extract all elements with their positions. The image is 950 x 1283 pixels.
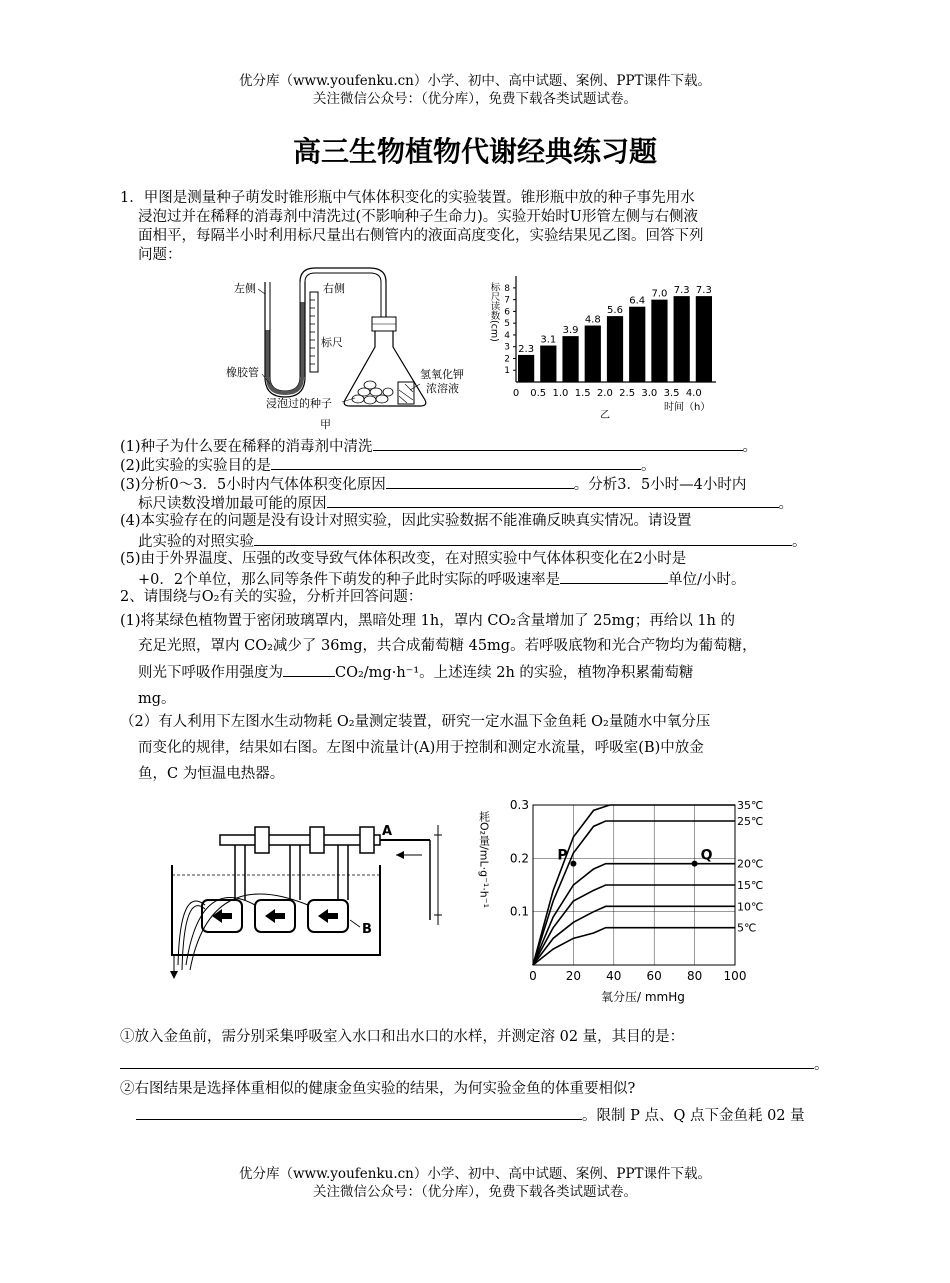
- q1-intro-line1: 1．甲图是测量种子萌发时锥形瓶中气体体积变化的实验装置。锥形瓶中放的种子事先用水: [120, 190, 695, 206]
- x-tick-label: 0.5: [530, 388, 547, 399]
- label-right-side: 右侧: [323, 282, 345, 295]
- y-tick-label: 8: [504, 283, 510, 294]
- bar: [518, 355, 534, 382]
- bar-value-label: 7.3: [695, 285, 712, 297]
- label-koh-line1: 氢氧化钾: [420, 368, 464, 381]
- q2-p1-line3: 则光下呼吸作用强度为 CO₂/mg·h⁻¹。上述连续 2h 的实验，植物净积累葡萄糖: [138, 662, 693, 683]
- q2-p1-line1: (1)将某绿色植物置于密闭玻璃罩内，黑暗处理 1h，罩内 CO₂含量增加了 25mg；再给以 1h 的: [120, 613, 735, 629]
- bar: [585, 326, 601, 382]
- bar-value-label: 3.1: [540, 334, 557, 346]
- label-ruler: 标尺: [321, 336, 343, 349]
- x-tick-label: 1.0: [552, 388, 569, 399]
- bar-value-label: 3.9: [562, 325, 579, 337]
- bar: [651, 300, 667, 382]
- q2-s2-answer: 。限制 P 点、Q 点下金鱼耗 02 量: [136, 1105, 805, 1126]
- x-tick-label: 3.5: [663, 388, 680, 399]
- bar: [629, 307, 645, 382]
- page-header-line2: 关注微信公众号：（优分库），免费下载各类试题试卷。: [313, 91, 637, 107]
- bar: [562, 336, 578, 382]
- x-tick-label: 2.5: [619, 388, 636, 399]
- q2-p2-line1: （2）有人利用下左图水生动物耗 O₂量测定装置，研究一定水温下金鱼耗 O₂量随水中氧分压: [120, 714, 711, 730]
- q2-s1: ①放入金鱼前，需分别采集呼吸室入水口和出水口的水样，并测定溶 02 量，其目的是：: [120, 1029, 685, 1045]
- x-tick-label: 60: [646, 969, 662, 983]
- x-tick-label: 80: [686, 969, 703, 983]
- x-tick-label: 1.5: [574, 388, 591, 399]
- page-title: 高三生物植物代谢经典练习题: [292, 135, 657, 168]
- label-seeds: 浸泡过的种子: [266, 397, 332, 410]
- q2-p1-line4: mg。: [138, 691, 176, 707]
- x-tick-label: 100: [723, 969, 747, 983]
- page-header-line1: 优分库（www.youfenku.cn）小学、初中、高中试题、案例、PPT课件下载。: [238, 73, 712, 89]
- bar-value-label: 5.6: [607, 305, 623, 317]
- point-label: Q: [700, 847, 713, 864]
- y-tick-label: 2: [504, 354, 510, 365]
- y-tick-label: 3: [504, 342, 510, 353]
- x-axis-label: 氧分压/ mmHg: [601, 990, 685, 1004]
- q1-sub3-line1: (3)分析0～3．5小时内气体体积变化原因 。分析3．5小时—4小时内: [120, 474, 746, 495]
- x-axis-label: 时间（h）: [664, 402, 711, 413]
- series-label: 5℃: [737, 921, 757, 935]
- bar: [540, 346, 556, 382]
- series-label: 10℃: [737, 900, 764, 914]
- series-label: 35℃: [737, 799, 764, 812]
- q1-sub2: (2)此实验的实验目的是 。: [120, 455, 656, 476]
- chart-caption-yi: 乙: [600, 410, 610, 421]
- x-tick-label: 3.0: [641, 388, 658, 399]
- point-marker: [692, 861, 698, 867]
- label-koh-line2: 浓溶液: [426, 382, 459, 395]
- y-tick-label: 6: [504, 307, 510, 318]
- q2-heading: 2、请围绕与O₂有关的实验，分析并回答问题：: [120, 589, 423, 605]
- y-tick-label: 1: [504, 366, 510, 377]
- x-tick-label: 20: [565, 969, 582, 983]
- series-label: 15℃: [737, 879, 764, 892]
- respirometer-figure: [160, 805, 450, 985]
- q1-intro-line3: 面相平，每隔半小时利用标尺量出右侧管内的液面高度变化，实验结果见乙图。回答下列: [138, 228, 704, 244]
- figure-caption-jia: 甲: [320, 418, 331, 431]
- q1-sub4-line1: (4)本实验存在的问题是没有设计对照实验，因此实验数据不能准确反映真实情况。请设置: [120, 513, 692, 529]
- point-marker: [570, 861, 576, 867]
- bar-value-label: 2.3: [518, 343, 535, 355]
- q2-s1-answer: 。: [120, 1054, 829, 1075]
- apparatus-figure-jia: [220, 262, 480, 437]
- q1-sub1: (1)种子为什么要在稀释的消毒剂中清洗 。: [120, 436, 757, 457]
- q1-sub4-line2: 此实验的对照实验 。: [138, 531, 807, 552]
- y-tick-label: 7: [504, 295, 510, 306]
- x-tick-label: 4.0: [685, 388, 702, 399]
- y-tick-label: 0.3: [509, 798, 529, 812]
- q2-p2-line3: 鱼，C 为恒温电热器。: [138, 766, 285, 782]
- point-label: P: [557, 847, 568, 864]
- y-tick-label: 4: [504, 330, 510, 341]
- label-left-side: 左侧: [234, 282, 256, 295]
- bar: [674, 296, 690, 382]
- bar-chart-yi: [480, 262, 730, 422]
- q2-s2: ②右图结果是选择体重相似的健康金鱼实验的结果，为何实验金鱼的体重要相似?: [120, 1081, 636, 1097]
- q1-intro-line2: 浸泡过并在稀释的消毒剂中清洗过(不影响种子生命力)。实验开始时U形管左侧与右侧液: [138, 209, 699, 225]
- series-line: [533, 928, 735, 965]
- bar: [696, 296, 712, 382]
- bar-value-label: 4.8: [584, 314, 601, 326]
- label-b: B: [362, 922, 372, 937]
- y-tick-label: 5: [504, 319, 510, 330]
- series-label: 25℃: [737, 815, 764, 828]
- page-footer-line2: 关注微信公众号：（优分库），免费下载各类试题试卷。: [313, 1184, 637, 1200]
- x-tick-label: 0: [529, 969, 537, 983]
- x-tick-label: 2.0: [596, 388, 613, 399]
- label-a: A: [382, 824, 393, 839]
- bar-value-label: 6.4: [629, 295, 646, 307]
- q2-p2-line2: 而变化的规律，结果如右图。左图中流量计(A)用于控制和测定水流量，呼吸室(B)中放金: [138, 740, 704, 756]
- page-footer-line1: 优分库（www.youfenku.cn）小学、初中、高中试题、案例、PPT课件下载。: [238, 1166, 712, 1182]
- bar-value-label: 7.3: [673, 285, 690, 297]
- q1-sub5-line1: (5)由于外界温度、压强的改变导致气体体积改变，在对照实验中气体体积变化在2小时是: [120, 551, 687, 567]
- q1-intro-line4: 问题：: [138, 247, 182, 263]
- q2-p1-line2: 充足光照，罩内 CO₂减少了 36mg，共合成葡萄糖 45mg。若呼吸底物和光合产物均为葡萄糖，: [138, 638, 757, 654]
- oxygen-consumption-chart: [478, 795, 778, 1005]
- bar-value-label: 7.0: [651, 288, 668, 300]
- y-axis-label: 耗O₂量/mL·g⁻¹·h⁻¹: [478, 811, 491, 908]
- q1-sub5-line2: +0．2个单位，那么同等条件下萌发的种子此时实际的呼吸速率是 单位/小时。: [138, 569, 746, 590]
- bar: [607, 316, 623, 382]
- y-tick-label: 0.1: [509, 904, 529, 919]
- series-label: 20℃: [737, 857, 764, 871]
- y-tick-label: 0.2: [509, 851, 529, 866]
- q1-sub3-line2: 标尺读数没增加最可能的原因 。: [138, 493, 793, 514]
- x-tick-label: 40: [606, 969, 622, 983]
- y-axis-label: 标尺读数(cm): [488, 282, 500, 342]
- series-line: [533, 885, 735, 965]
- label-rubber-tube: 橡胶管: [226, 366, 259, 379]
- x-tick-label: 0: [512, 388, 520, 399]
